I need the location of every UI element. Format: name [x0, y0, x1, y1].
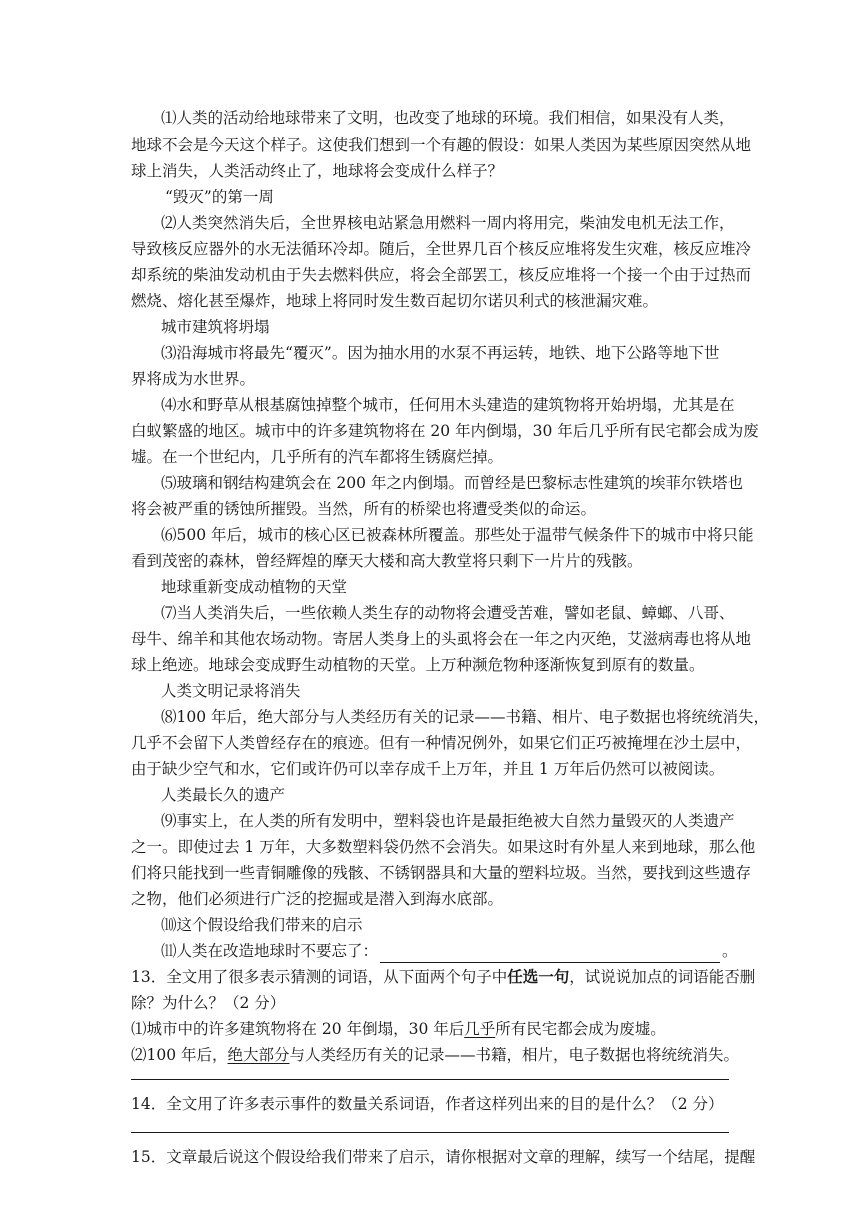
p11-end-mark: 。: [722, 942, 738, 960]
p9-line-1: ⑼事实上，在人类的所有发明中，塑料袋也许是最拒绝被大自然力量毁灭的人类遗产: [161, 812, 735, 830]
p7-line-3: 球上绝迹。地球会变成野生动植物的天堂。上万种濒危物种逐渐恢复到原有的数量。: [131, 656, 705, 674]
p3-line-2: 界将成为水世界。: [131, 370, 256, 388]
q13-prompt-b: ，试说说加点的词语能否删: [569, 968, 756, 986]
section-heading-buildings: 城市建筑将坍塌: [161, 318, 270, 336]
q13-sentence-1: [131, 1017, 666, 1041]
q13-line-1: [131, 965, 755, 989]
p11-text: ⑾人类在改造地球时不要忘了：: [161, 942, 379, 960]
p9-line-2: 之一。即使过去 1 万年，大多数塑料袋仍然不会消失。如果这时有外星人来到地球，那么他: [131, 838, 756, 856]
p5-line-1: ⑸玻璃和钢结构建筑会在 200 年之内倒塌。而曾经是巴黎标志性建筑的埃菲尔铁塔也: [161, 474, 743, 492]
p4-line-2: 白蚁繁盛的地区。城市中的许多建筑物将在 20 年内倒塌，30 年后几乎所有民宅都会成为废: [131, 422, 759, 440]
p8-line-2: 几乎不会留下人类曾经存在的痕迹。但有一种情况例外，如果它们正巧被掩埋在沙土层中，: [131, 734, 752, 752]
p7-line-1: ⑺当人类消失后，一些依赖人类生存的动物将会遭受苦难，譬如老鼠、蟑螂、八哥、: [161, 604, 735, 622]
p7-line-2: 母牛、绵羊和其他农场动物。寄居人类身上的头虱将会在一年之内灭绝，艾滋病毒也将从地: [131, 630, 752, 648]
p11-line: [161, 939, 738, 963]
q13-s1-a: ⑴城市中的许多建筑物将在 20 年倒塌，30 年后: [131, 1020, 465, 1038]
p1-line-1: ⑴人类的活动给地球带来了文明，也改变了地球的环境。我们相信，如果没有人类，: [161, 109, 735, 127]
p1-line-3: 球上消失，人类活动终止了，地球将会变成什么样子？: [131, 162, 504, 180]
p8-line-1: ⑻100 年后，绝大部分与人类经历有关的记录——书籍、相片、电子数据也将统统消失，: [161, 708, 770, 726]
q13-s1-b: 所有民宅都会成为废墟。: [495, 1020, 666, 1038]
p6-line-1: ⑹500 年后，城市的核心区已被森林所覆盖。那些处于温带气候条件下的城市中将只能: [161, 526, 754, 544]
section-heading-paradise: 地球重新变成动植物的天堂: [161, 578, 348, 596]
q13-sentence-2: [131, 1043, 739, 1067]
q13-emphasis: 任选一句: [507, 967, 570, 986]
section-heading-records: 人类文明记录将消失: [161, 682, 301, 700]
section-heading-destruction-week: “毁灭”的第一周: [165, 188, 274, 206]
p2-line-1: ⑵人类突然消失后，全世界核电站紧急用燃料一周内将用完，柴油发电机无法工作，: [161, 214, 735, 232]
p4-line-3: 墟。在一个世纪内，几乎所有的汽车都将生锈腐烂掉。: [131, 448, 504, 466]
p3-line-1: ⑶沿海城市将最先“覆灭”。因为抽水用的水泵不再运转，地铁、地下公路等地下世: [161, 344, 720, 362]
q13-s2-b: 与人类经历有关的记录——书籍，相片，电子数据也将统统消失。: [289, 1046, 740, 1064]
p9-line-3: 们将只能找到一些青铜雕像的残骸、不锈钢器具和大量的塑料垃圾。当然，要找到这些遗存: [131, 864, 752, 882]
p9-line-4: 之物，他们必须进行广泛的挖掘或是潜入到海水底部。: [131, 890, 504, 908]
q13-answer-line[interactable]: [131, 1079, 729, 1080]
q13-prompt-a: 13．全文用了很多表示猜测的词语，从下面两个句子中: [131, 968, 508, 986]
p4-line-1: ⑷水和野草从根基腐蚀掉整个城市，任何用木头建造的建筑物将开始坍塌，尤其是在: [161, 396, 735, 414]
q13-s1-marked-word: 几乎: [464, 1020, 496, 1038]
q13-line-2: 除？为什么？（2 分）: [131, 994, 286, 1012]
q15-line: 15．文章最后说这个假设给我们带来了启示，请你根据对文章的理解，续写一个结尾，提醒: [131, 1148, 756, 1166]
q13-s2-marked-word: 绝大部分: [227, 1046, 290, 1064]
p11-answer-blank[interactable]: [380, 945, 720, 963]
p2-line-4: 燃烧、熔化甚至爆炸，地球上将同时发生数百起切尔诺贝利式的核泄漏灾难。: [131, 292, 659, 310]
q13-s2-a: ⑵100 年后，: [131, 1046, 228, 1064]
p10-line: ⑽这个假设给我们带来的启示: [161, 916, 363, 934]
p1-line-2: 地球不会是今天这个样子。这使我们想到一个有趣的假设：如果人类因为某些原因突然从地: [131, 136, 752, 154]
q14-answer-line[interactable]: [131, 1132, 729, 1133]
p8-line-3: 由于缺少空气和水，它们或许仍可以幸存成千上万年，并且 1 万年后仍然可以被阅读。: [131, 760, 725, 778]
p5-line-2: 将会被严重的锈蚀所摧毁。当然，所有的桥梁也将遭受类似的命运。: [131, 500, 597, 518]
q14-line: 14．全文用了许多表示事件的数量关系词语，作者这样列出来的目的是什么？（2 分）: [131, 1095, 724, 1113]
p2-line-2: 导致核反应器外的水无法循环冷却。随后，全世界几百个核反应堆将发生灾难，核反应堆冷: [131, 240, 752, 258]
p2-line-3: 却系统的柴油发动机由于失去燃料供应，将会全部罢工，核反应堆将一个接一个由于过热而: [131, 266, 752, 284]
section-heading-legacy: 人类最长久的遗产: [161, 786, 286, 804]
p6-line-2: 看到茂密的森林，曾经辉煌的摩天大楼和高大教堂将只剩下一片片的残骸。: [131, 552, 643, 570]
